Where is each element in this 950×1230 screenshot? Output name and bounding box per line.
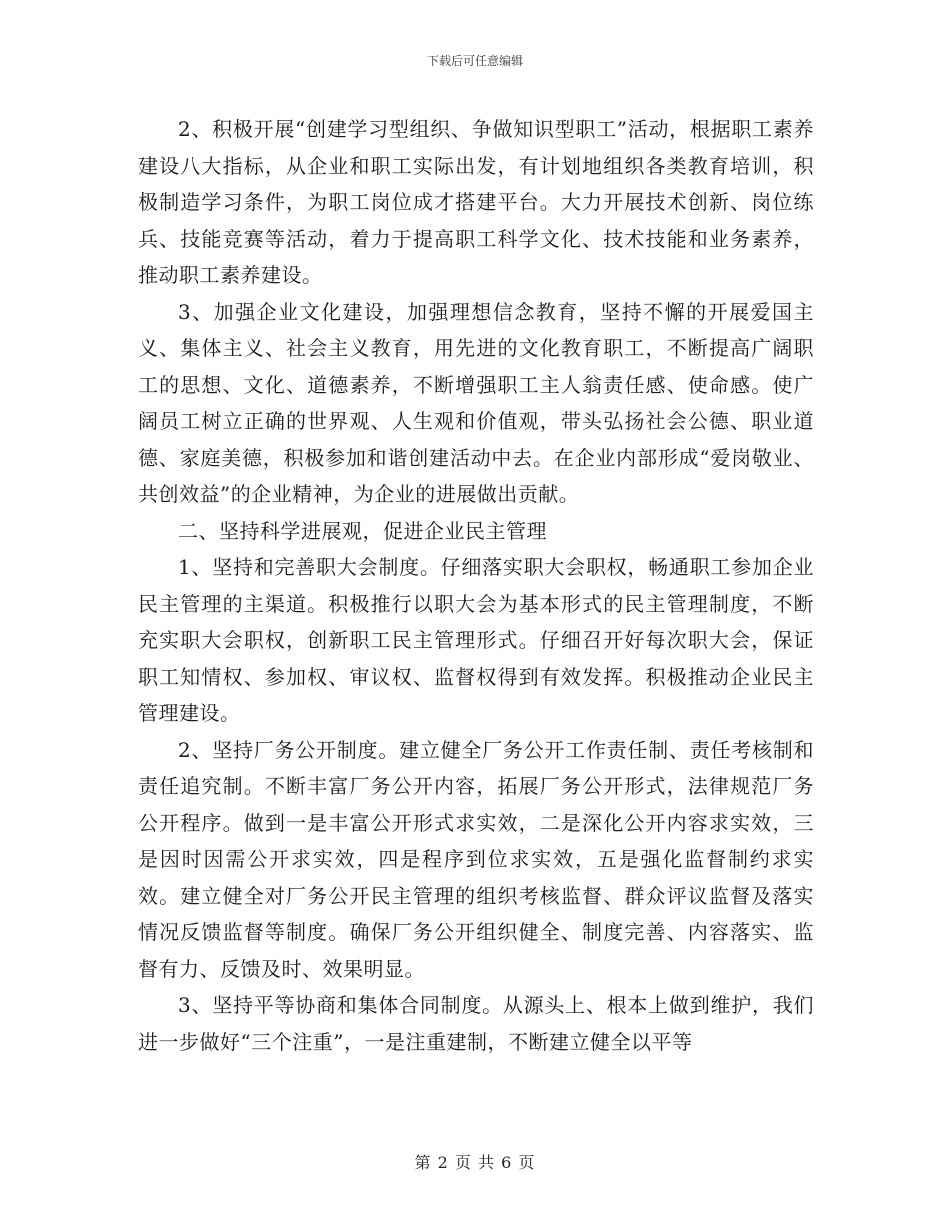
document-body — [138, 111, 814, 1060]
section-heading: 二、坚持科学进展观，促进企业民主管理 — [178, 518, 547, 543]
paragraph-3: 1、坚持和完善职大会制度。仔细落实职大会职权，畅通职工参加企业民主管理的主渠道。积极推行以职大会为基本形式的民主管理制度，不断充实职大会职权，创新职工民主管理形式。仔细召开好每次职大会，保证职工知情权、参加权、审议权、监督权得到有效发挥。积极推动企业民主管理建设。 — [138, 555, 814, 725]
paragraph-1: 2、积极开展“创建学习型组织、争做知识型职工”活动，根据职工素养建设八大指标，从企业和职工实际出发，有计划地组织各类教育培训，积极制造学习条件，为职工岗位成才搭建平台。大力开展技术创新、岗位练兵、技能竞赛等活动，着力于提高职工科学文化、技术技能和业务素养，推动职工素养建设。 — [138, 117, 814, 287]
page-header-note: 下载后可任意编辑 — [426, 54, 523, 68]
paragraph-5: 3、坚持平等协商和集体合同制度。从源头上、根本上做到维护，我们进一步做好“三个注重”，一是注重建制，不断建立健全以平等 — [138, 993, 814, 1054]
paragraph-2: 3、加强企业文化建设，加强理想信念教育，坚持不懈的开展爱国主义、集体主义、社会主义教育，用先进的文化教育职工，不断提高广阔职工的思想、文化、道德素养，不断增强职工主人翁责任感、使命感。使广阔员工树立正确的世界观、人生观和价值观，带头弘扬社会公德、职业道德、家庭美德，积极参加和谐创建活动中去。在企业内部形成“爱岗敬业、共创效益”的企业精神，为企业的进展做出贡献。 — [138, 299, 814, 506]
paragraph-4: 2、坚持厂务公开制度。建立健全厂务公开工作责任制、责任考核制和责任追究制。不断丰富厂务公开内容，拓展厂务公开形式，法律规范厂务公开程序。做到一是丰富公开形式求实效，二是深化公开内容求实效，三是因时因需公开求实效，四是程序到位求实效，五是强化监督制约求实效。建立健全对厂务公开民主管理的组织考核监督、群众评议监督及落实情况反馈监督等制度。确保厂务公开组织健全、制度完善、内容落实、监督有力、反馈及时、效果明显。 — [138, 737, 814, 981]
page-number: 第 2 页 共 6 页 — [414, 1153, 536, 1172]
